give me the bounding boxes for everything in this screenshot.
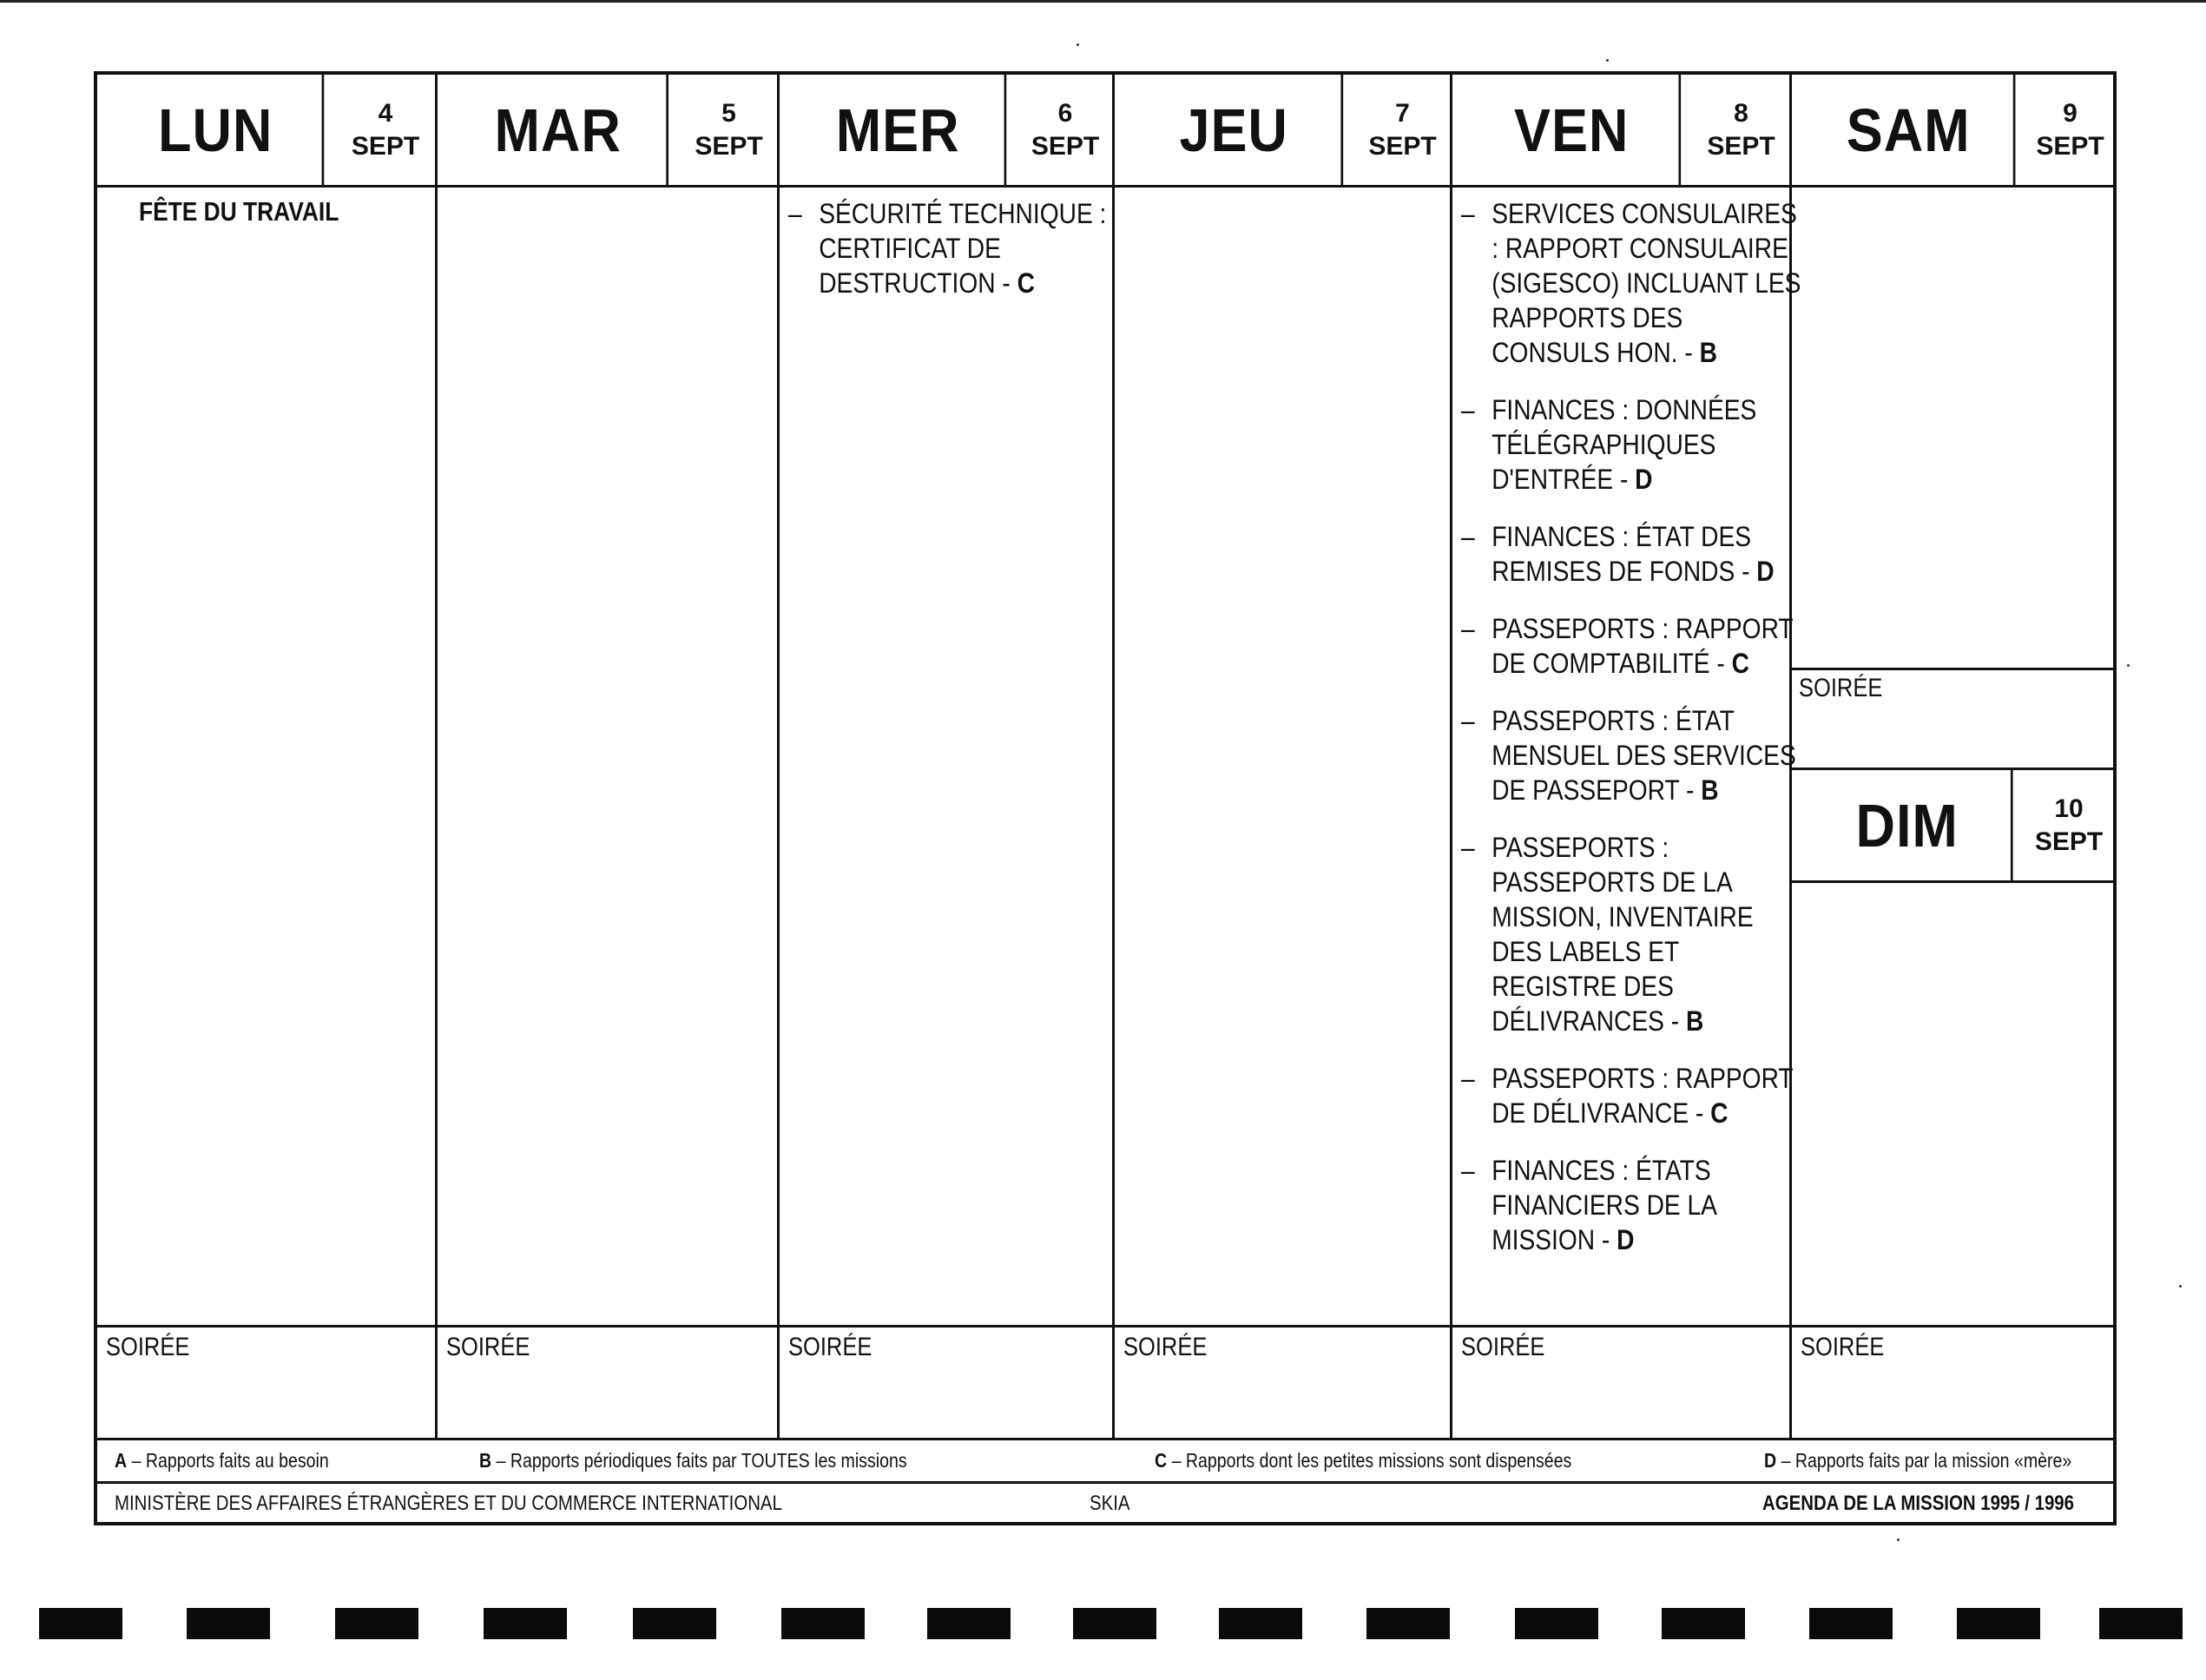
- legend-item-d: [1764, 1449, 2071, 1472]
- day-column-ven: [1452, 75, 1801, 1438]
- item-code: D: [1756, 556, 1775, 587]
- day-column-mar: [438, 75, 780, 1438]
- scan-speck: [2127, 664, 2130, 667]
- item-dash: –: [788, 198, 802, 229]
- perforation-mark: [2099, 1608, 2183, 1639]
- day-name: MER: [792, 75, 1007, 185]
- day-date: [2025, 770, 2113, 880]
- form-code: SKIA: [1090, 1492, 1130, 1515]
- day-header-dim: [1792, 770, 2113, 883]
- date-number: 5: [721, 98, 736, 128]
- legend-separator: –: [127, 1449, 146, 1472]
- report-item: [1461, 1061, 1807, 1130]
- legend-code: C: [1155, 1449, 1168, 1472]
- scan-speck: [1897, 1538, 1900, 1541]
- report-item: [1461, 830, 1807, 1038]
- perforation-mark: [1957, 1608, 2040, 1639]
- legend-text: Rapports dont les petites missions sont dispensées: [1185, 1449, 1572, 1472]
- report-item: [1461, 196, 1807, 370]
- evening-label: SOIRÉE: [1799, 674, 1883, 702]
- item-dash: –: [1461, 1155, 1475, 1186]
- day-column-sam-dim: [1792, 75, 2113, 1438]
- perforation-mark: [1809, 1608, 1893, 1639]
- day-body: [780, 188, 1112, 1325]
- legend-item-a: [115, 1449, 329, 1472]
- perforation-mark: [927, 1608, 1011, 1639]
- legend-code: A: [115, 1449, 128, 1472]
- date-number: 6: [1057, 98, 1073, 128]
- report-item: [1461, 519, 1807, 589]
- date-month: SEPT: [1368, 131, 1437, 161]
- evening-section: [438, 1325, 777, 1438]
- evening-section-sam: [1792, 668, 2113, 770]
- report-item: [788, 196, 1129, 300]
- report-item: [1461, 392, 1807, 497]
- date-month: SEPT: [2036, 131, 2104, 161]
- footer-row: [97, 1481, 2113, 1522]
- report-list: [1461, 196, 1801, 1280]
- date-month: SEPT: [695, 131, 763, 161]
- date-number: 8: [1734, 98, 1748, 128]
- evening-label: SOIRÉE: [1801, 1333, 1885, 1361]
- top-edge-rule: [0, 0, 2206, 3]
- item-code: B: [1685, 1005, 1704, 1037]
- item-code: C: [1710, 1097, 1729, 1129]
- weekly-agenda-sheet: [94, 71, 2117, 1525]
- item-code: C: [1017, 267, 1035, 299]
- perforation-mark: [1073, 1608, 1156, 1639]
- evening-label: SOIRÉE: [1123, 1333, 1208, 1361]
- legend-row: [97, 1438, 2113, 1481]
- item-dash: –: [1461, 394, 1475, 425]
- legend-item-c: [1155, 1449, 1571, 1472]
- date-month: SEPT: [2034, 827, 2104, 856]
- evening-section: [97, 1325, 435, 1438]
- legend-code: D: [1764, 1449, 1777, 1472]
- item-dash: –: [1461, 521, 1475, 552]
- perforation-mark: [1515, 1608, 1598, 1639]
- item-code: C: [1731, 648, 1749, 679]
- item-code: D: [1617, 1224, 1635, 1255]
- item-dash: –: [1461, 1063, 1475, 1094]
- day-body: [97, 188, 435, 1325]
- day-name: LUN: [109, 75, 325, 185]
- item-dash: –: [1461, 613, 1475, 644]
- legend-separator: –: [491, 1449, 510, 1472]
- item-dash: –: [1461, 198, 1475, 229]
- day-date: [1693, 75, 1789, 185]
- evening-label: SOIRÉE: [106, 1333, 190, 1361]
- day-header: [1115, 75, 1450, 188]
- perforation-mark: [781, 1608, 865, 1639]
- agenda-title: AGENDA DE LA MISSION 1995 / 1996: [1762, 1492, 2075, 1515]
- day-header: [97, 75, 435, 188]
- item-text: PASSEPORTS : ÉTAT MENSUEL DES SERVICES DE PASSEPORT -: [1492, 705, 1796, 806]
- date-month: SEPT: [1707, 131, 1775, 161]
- day-date: [1018, 75, 1112, 185]
- legend-text: Rapports périodiques faits par TOUTES les missions: [510, 1449, 907, 1472]
- evening-section-dim: [1792, 1325, 2113, 1438]
- day-date: [336, 75, 435, 185]
- day-date: [2027, 75, 2113, 185]
- item-dash: –: [1461, 705, 1475, 736]
- scan-speck: [1606, 59, 1609, 62]
- perforation-mark: [187, 1608, 270, 1639]
- day-date: [681, 75, 777, 185]
- day-body: [438, 188, 777, 1325]
- item-code: B: [1701, 774, 1719, 806]
- evening-label: SOIRÉE: [1461, 1333, 1545, 1361]
- legend-text: Rapports faits par la mission «mère»: [1794, 1449, 2072, 1472]
- day-column-mer: [780, 75, 1115, 1438]
- day-header: [438, 75, 777, 188]
- day-body: [1452, 188, 1801, 1325]
- day-header: [780, 75, 1112, 188]
- legend-separator: –: [1167, 1449, 1186, 1472]
- perforation-mark: [1219, 1608, 1302, 1639]
- day-header: [1452, 75, 1789, 188]
- item-text: SÉCURITÉ TECHNIQUE : CERTIFICAT DE DESTRUCTION -: [819, 198, 1107, 299]
- day-name: DIM: [1803, 770, 2012, 880]
- day-date: [1355, 75, 1450, 185]
- perforation-mark: [1662, 1608, 1745, 1639]
- date-number: 4: [378, 98, 393, 128]
- perforation-mark: [335, 1608, 418, 1639]
- item-text: PASSEPORTS : PASSEPORTS DE LA MISSION, INVENTAIRE DES LABELS ET REGISTRE DES DÉLIVRANCES -: [1492, 832, 1754, 1037]
- day-name: MAR: [450, 75, 668, 185]
- legend-separator: –: [1776, 1449, 1795, 1472]
- report-item: [1461, 1153, 1807, 1257]
- evening-section: [1452, 1325, 1789, 1438]
- item-text: SERVICES CONSULAIRES : RAPPORT CONSULAIRE (SIGESCO) INCLUANT LES RAPPORTS DES CONSULS HON. -: [1492, 198, 1801, 368]
- day-header-sam: [1792, 75, 2113, 188]
- item-text: PASSEPORTS : RAPPORT DE COMPTABILITÉ -: [1492, 613, 1794, 679]
- day-name: SAM: [1804, 75, 2016, 185]
- item-text: FINANCES : ÉTAT DES REMISES DE FONDS -: [1492, 521, 1757, 587]
- perforation-mark: [484, 1608, 567, 1639]
- ministry-name: MINISTÈRE DES AFFAIRES ÉTRANGÈRES ET DU COMMERCE INTERNATIONAL: [115, 1492, 782, 1515]
- holiday-label: FÊTE DU TRAVAIL: [139, 196, 339, 227]
- perforation-mark: [1366, 1608, 1450, 1639]
- legend-item-b: [479, 1449, 907, 1472]
- report-list: [788, 196, 1107, 323]
- item-text: FINANCES : ÉTATS FINANCIERS DE LA MISSION -: [1492, 1155, 1716, 1255]
- date-number: 7: [1395, 98, 1410, 128]
- date-number: 9: [2063, 98, 2078, 128]
- scan-speck: [2179, 1285, 2182, 1288]
- perforation-mark: [39, 1608, 122, 1639]
- day-name: VEN: [1465, 75, 1681, 185]
- report-item: [1461, 703, 1807, 807]
- evening-section: [1115, 1325, 1450, 1438]
- date-month: SEPT: [1031, 131, 1100, 161]
- item-code: B: [1699, 337, 1717, 368]
- report-item: [1461, 611, 1807, 681]
- item-text: PASSEPORTS : RAPPORT DE DÉLIVRANCE -: [1492, 1063, 1794, 1129]
- item-code: D: [1635, 464, 1653, 495]
- item-dash: –: [1461, 832, 1475, 863]
- date-number: 10: [2054, 794, 2084, 823]
- evening-section: [780, 1325, 1112, 1438]
- date-month: SEPT: [351, 131, 420, 161]
- evening-label: SOIRÉE: [788, 1333, 873, 1361]
- evening-label: SOIRÉE: [446, 1333, 530, 1361]
- day-name: JEU: [1127, 75, 1343, 185]
- day-body: [1115, 188, 1450, 1325]
- scan-speck: [1077, 43, 1079, 46]
- day-column-lun: [97, 75, 438, 1438]
- legend-code: B: [479, 1449, 492, 1472]
- legend-text: Rapports faits au besoin: [145, 1449, 329, 1472]
- item-text: FINANCES : DONNÉES TÉLÉGRAPHIQUES D'ENTRÉE -: [1492, 394, 1757, 495]
- perforation-mark: [633, 1608, 716, 1639]
- day-column-jeu: [1115, 75, 1452, 1438]
